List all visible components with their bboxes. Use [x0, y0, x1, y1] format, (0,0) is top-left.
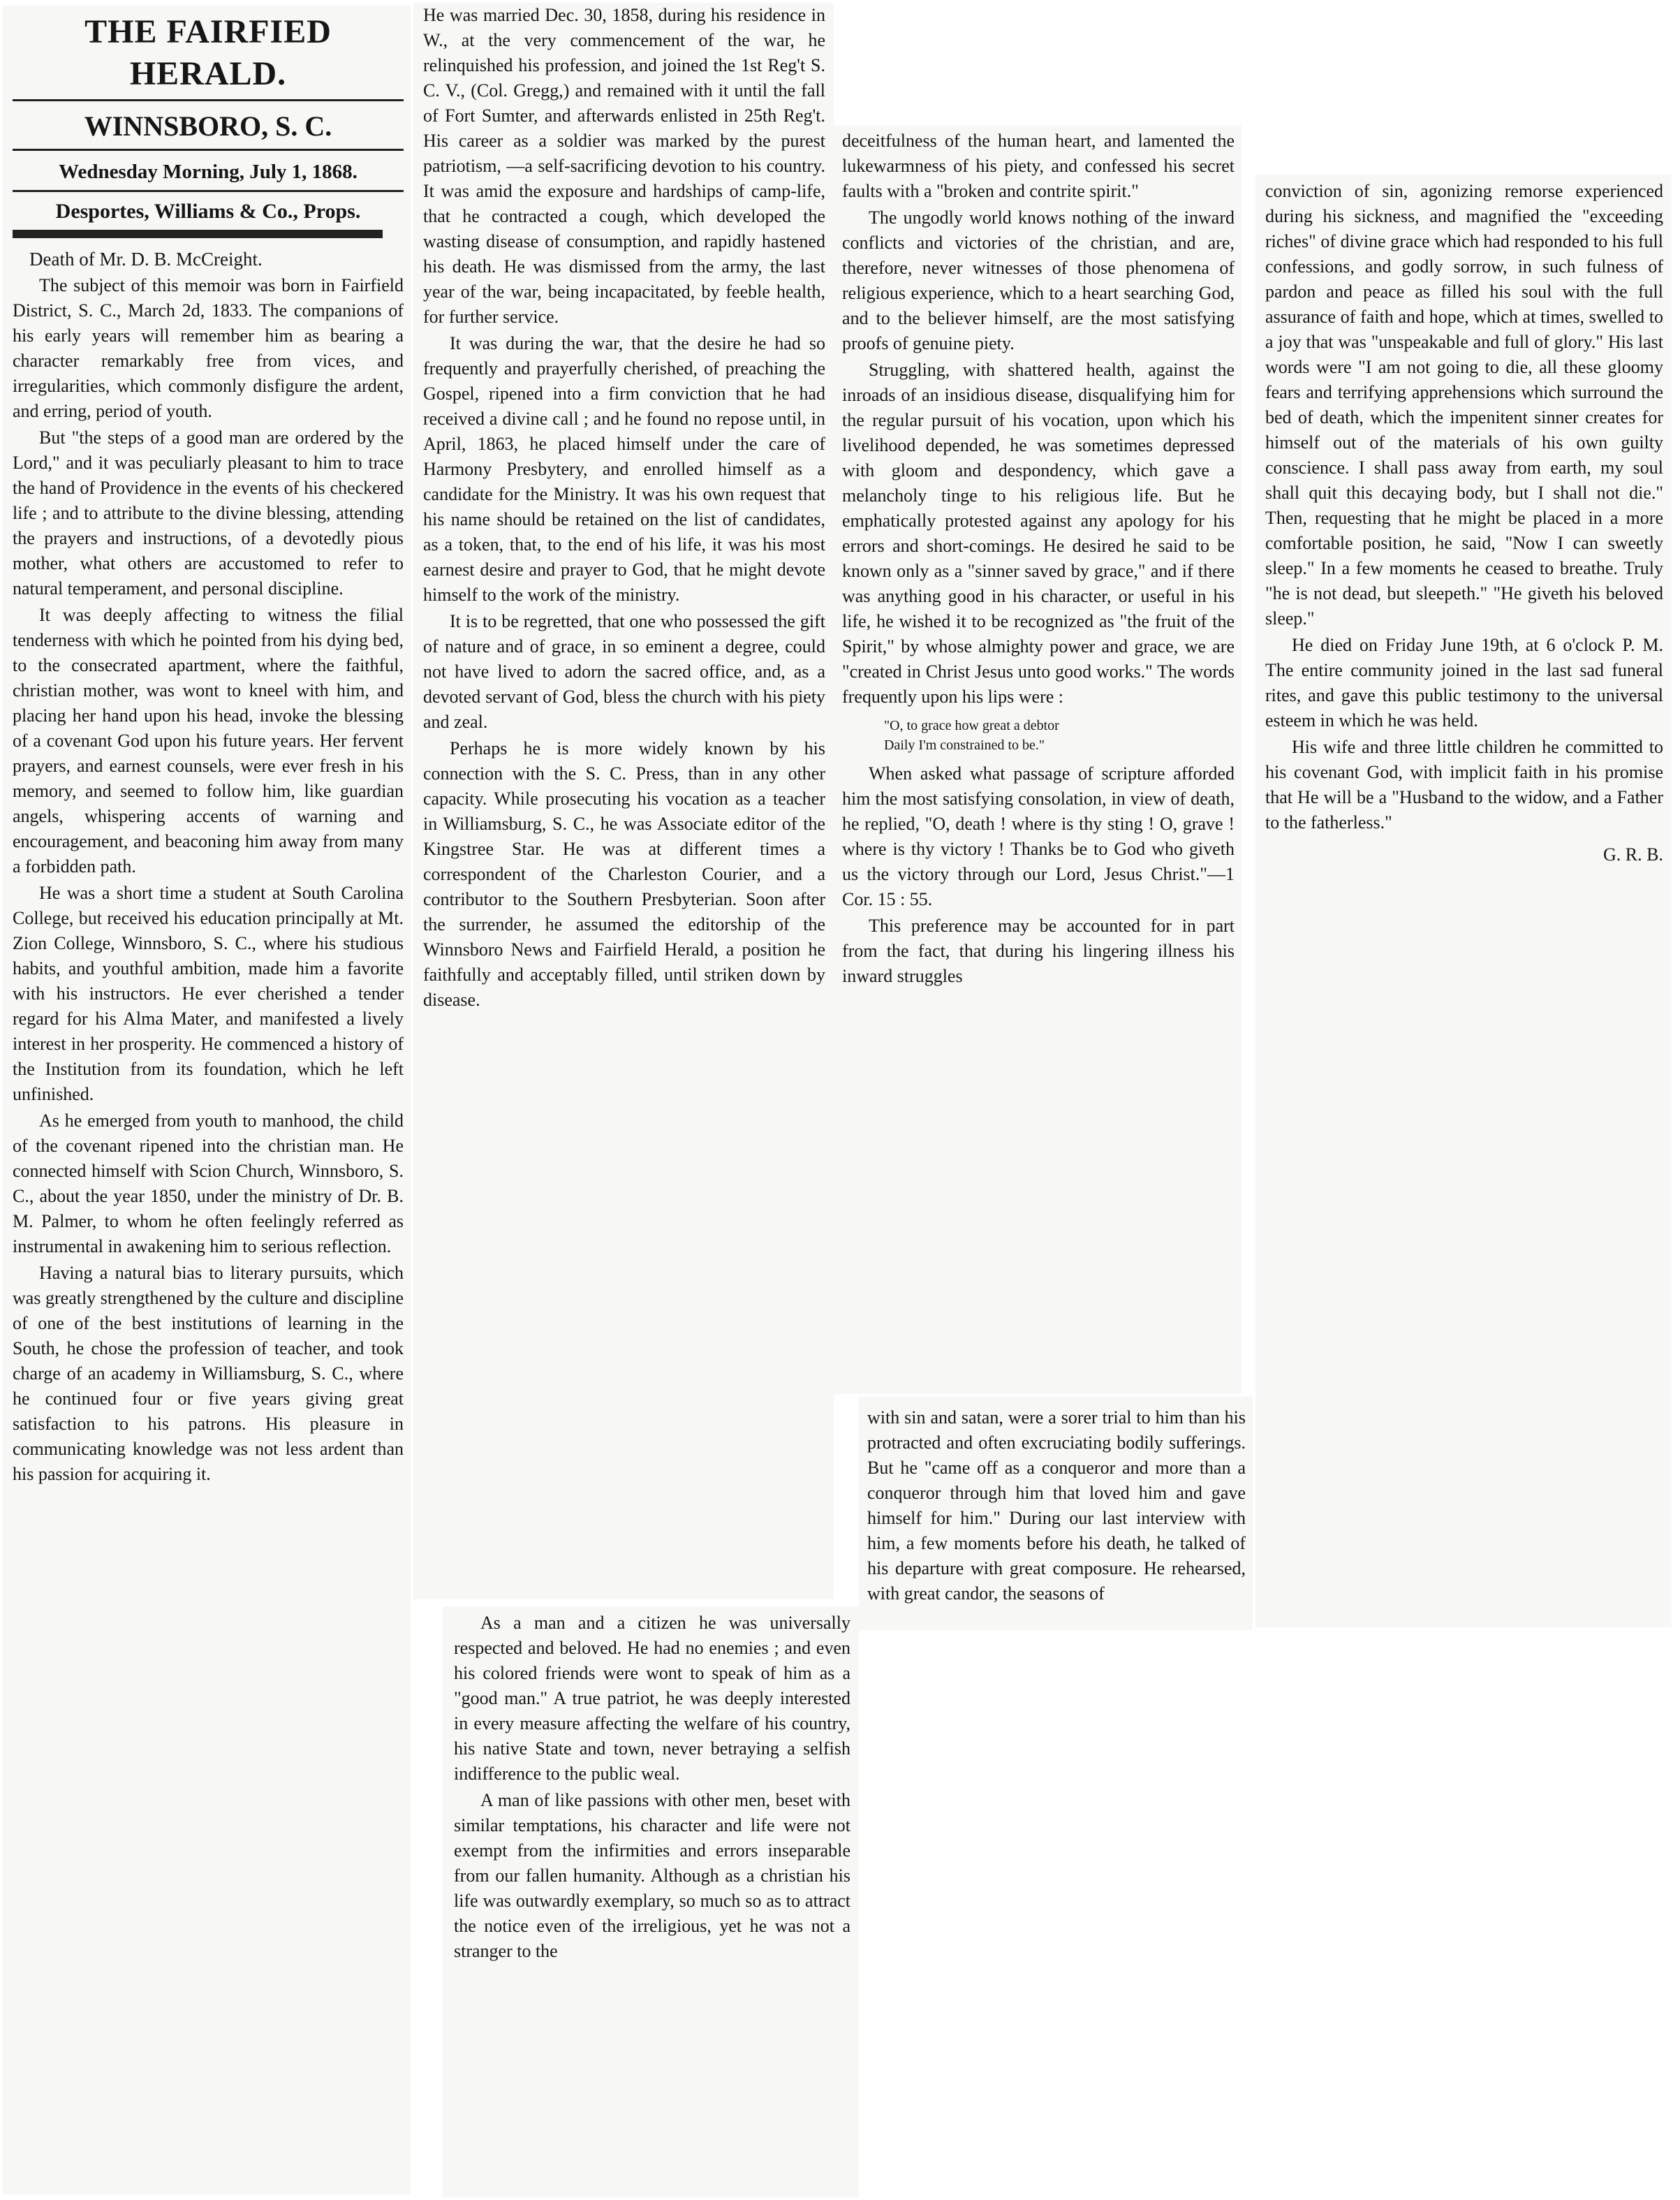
paragraph: When asked what passage of scripture afforded him the most satisfying consolation, in view of death, he replied, "O, death ! where is thy sting ! O, grave ! where is thy victory ! Thanks be to God who giveth us the victory through our Lord, Jesus Christ."—1 Cor. 15 : 55. — [842, 763, 1235, 909]
paragraph: He was married Dec. 30, 1858, during his residence in W., at the very commencement of the war, he relinquished his profession, and joined the 1st Reg't S. C. V., (Col. Gregg,) and remained with it until the fall of Fort Sumter, and afterwards enlisted in 25th Reg't. His career as a soldier was marked by the purest patriotism, —a self-sacrificing devotion to his country. It was amid the exposure and hardships of camp-life, that he contracted a cough, which developed the wasting disease of consumption, and rapidly hastened his death. He was dismissed from the army, the last year of the war, being incapacitated, by feeble health, for further service. — [423, 5, 825, 327]
column-4 — [1255, 175, 1672, 1627]
masthead-title: THE FAIRFIED HERALD. — [84, 13, 332, 92]
masthead-date: Wednesday Morning, July 1, 1868. — [59, 161, 358, 183]
paragraph: As he emerged from youth to manhood, the child of the covenant ripened into the christian man. He connected himself with Scion Church, Winnsboro, S. C., about the year 1850, under the ministry of Dr. B. M. Palmer, to whom he often feelingly referred as instrumental in awakening him to serious reflection. — [13, 1110, 404, 1256]
paragraph: with sin and satan, were a sorer trial to him than his protracted and often excruciating bodily sufferings. But he "came off as a conqueror and more than a conqueror through him that loved him and gave himself for him." During our last interview with him, a few moments before his death, he talked of his departure with great composure. He rehearsed, with great candor, the seasons of — [867, 1407, 1246, 1604]
masthead-rule — [13, 190, 404, 192]
column-2-upper — [413, 3, 834, 1599]
paragraph: But "the steps of a good man are ordered by the Lord," and it was peculiarly pleasant to him to trace the hand of Providence in the events of his checkered life ; and to attribute to the divine blessing, attending the prayers and instructions, of a devotedly pious mother, what others are accustomed to refer to natural temperament, and personal discipline. — [13, 427, 404, 599]
hymn-line: Daily I'm constrained to be." — [884, 738, 1045, 753]
paragraph: Having a natural bias to literary pursuits, which was greatly strengthened by the culture and discipline of one of the best institutions of learning in the South, he chose the profession of teacher, and took charge of an academy in Williamsburg, S. C., where he continued four or five years giving great satisfaction to his patrons. His pleasure in communicating knowledge was not less ardent than his passion for acquiring it. — [13, 1263, 404, 1484]
paragraph: conviction of sin, agonizing remorse experienced during his sickness, and magnified the "exceeding riches" of divine grace which had responded to his full confessions, and godly sorrow, in such fulness of pardon and peace as filled his soul with the full assurance of faith and hope, which at times, swelled to a joy that was "unspeakable and full of glory." His last words were "I am not going to die, all these gloomy fears and terrifying apprehensions which surround the bed of death, which the impenitent sinner creates for himself out of the materials of his own guilty conscience. I shall pass away from earth, my soul shall quit this decaying body, but I shall not die." Then, requesting that he might be placed in a more comfortable position, he said, "Now I can sweetly sleep." In a few moments he ceased to breathe. Truly "he is not dead, but sleepeth." "He giveth his beloved sleep." — [1265, 181, 1663, 629]
paragraph: It was deeply affecting to witness the filial tenderness with which he pointed from his dying bed, to the consecrated apartment, where the faithful, christian mother, was wont to kneel with him, and placing her hand upon his head, invoke the blessing of a covenant God upon his future years. Her fervent prayers, and earnest counsels, were ever fresh in his memory, and seemed to follow him, like guardian angels, whispering accents of warning and encouragement, and beaconing him away from many a forbidden path. — [13, 605, 404, 877]
masthead-proprietors: Desportes, Williams & Co., Props. — [55, 200, 361, 223]
masthead-rule — [13, 149, 404, 151]
hymn-line: "O, to grace how great a debtor — [884, 718, 1059, 733]
paragraph: It is to be regretted, that one who possessed the gift of nature and of grace, in so eminent a degree, could not have lived to adorn the sacred office, and, as a devoted servant of God, bless the church with his piety and zeal. — [423, 611, 825, 732]
paragraph: deceitfulness of the human heart, and lamented the lukewarmness of his piety, and confessed his secret faults with a "broken and contrite spirit." — [842, 131, 1235, 201]
paragraph: Struggling, with shattered health, against the inroads of an insidious disease, disqualifying him for the regular pursuit of his vocation, upon which his livelihood depended, he was sometimes depressed with gloom and despondency, which gave a melancholy tinge to his religious life. But he emphatically protested against any apology for his errors and short-comings. He desired he said to be known only as a "sinner saved by grace," and if there was anything good in his character, or useful in his life, he wished it to be recognized as "the fruit of the Spirit," by whose almighty power and grace, we are "created in Christ Jesus unto good works." The words frequently upon his lips were : — [842, 360, 1235, 707]
masthead — [13, 11, 404, 238]
paragraph: The subject of this memoir was born in Fairfield District, S. C., March 2d, 1833. The companions of his early years will remember him as bearing a character remarkably free from vices, and irregularities, which commonly disfigure the ardent, and erring, period of youth. — [13, 275, 404, 421]
masthead-rule — [13, 99, 404, 101]
paragraph: The ungodly world knows nothing of the inward conflicts and victories of the christian, and are, therefore, never witnesses of those phenomena of religious experience, which to a heart searching God, and to the believer himself, are the most satisfying proofs of genuine piety. — [842, 207, 1235, 353]
paragraph: He was a short time a student at South Carolina College, but received his education principally at Mt. Zion College, Winnsboro, S. C., where his studious habits, and youthful ambition, made him a favorite with his instructors. He ever cherished a tender regard for his Alma Mater, and manifested a lively interest in her prosperity. He commenced a history of the Institution from its foundation, which he left unfinished. — [13, 883, 404, 1104]
paragraph: He died on Friday June 19th, at 6 o'clock P. M. The entire community joined in the last sad funeral rites, and gave this public testimony to the universal esteem in which he was held. — [1265, 635, 1663, 731]
column-2-lower — [443, 1606, 859, 2197]
paragraph: Perhaps he is more widely known by his connection with the S. C. Press, than in any other capacity. While prosecuting his vocation as a teacher in Williamsburg, S. C., he was Associate editor of the Kingstree Star. He was at different times a correspondent of the Charleston Courier, and a contributor to the Southern Presbyterian. Soon after the surrender, he assumed the editorship of the Winnsboro News and Fairfield Herald, a position he faithfully and acceptably filled, until striken down by disease. — [423, 738, 825, 1010]
paragraph: His wife and three little children he committed to his covenant God, with implicit faith in his promise that He will be a "Husband to the widow, and a Father to the fatherless." — [1265, 737, 1663, 833]
column-3-lower — [859, 1397, 1253, 1630]
masthead-heavy-rule — [13, 230, 383, 238]
column-1 — [3, 6, 411, 2194]
paragraph: As a man and a citizen he was universally respected and beloved. He had no enemies ; and even his colored friends were wont to speak of him as a "good man." A true patriot, he was deeply interested in every measure affecting the welfare of his country, his native State and town, never betraying a selfish indifference to the public weal. — [454, 1613, 850, 1784]
paragraph: It was during the war, that the desire he had so frequently and prayerfully cherished, of preaching the Gospel, ripened into a firm conviction that he had received a divine call ; and he found no repose until, in April, 1863, he placed himself under the care of Harmony Presbytery, and enrolled himself as a candidate for the Ministry. It was his own request that his name should be retained on the list of candidates, as a token, that, to the end of his life, it was his most earnest desire and prayer to God, that he might devote himself to the work of the ministry. — [423, 333, 825, 605]
paragraph: This preference may be accounted for in part from the fact, that during his lingering illness his inward struggles — [842, 916, 1235, 986]
column-3-upper — [832, 126, 1241, 1394]
article-heading: Death of Mr. D. B. McCreight. — [29, 249, 263, 270]
signature: G. R. B. — [1603, 844, 1663, 865]
masthead-city: WINNSBORO, S. C. — [84, 110, 332, 142]
paragraph: A man of like passions with other men, beset with similar temptations, his character and life were not exempt from the infirmities and errors inseparable from our fallen humanity. Although as a christian his life was outwardly exemplary, so much so as to attract the notice even of the irreligious, yet he was not a stranger to the — [454, 1790, 850, 1961]
